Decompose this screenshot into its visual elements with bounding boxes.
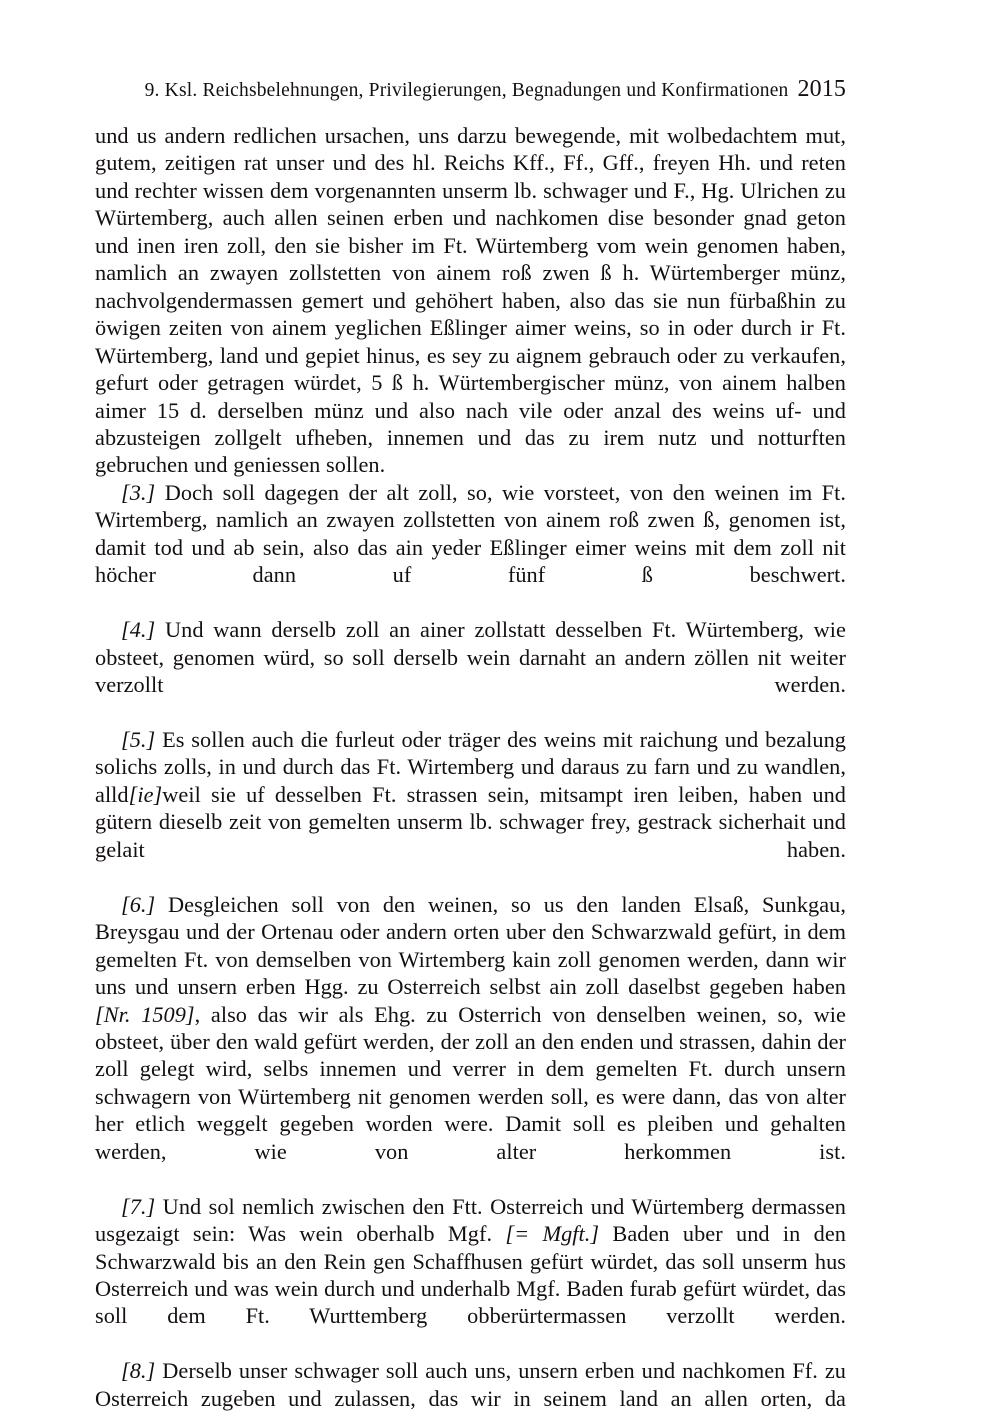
- section-marker: [7.]: [121, 1193, 156, 1219]
- paragraph-text-before: Es sollen auch die furleut oder träger des weins mit raichung und bezalung solichs zolls, in und durch das Ft. Wirtemberg und daraus zu farn und zu wandlen, alld: [95, 726, 846, 807]
- paragraph-section-4: [95, 616, 846, 726]
- paragraph-text: und us andern redlichen ursachen, uns darzu bewegende, mit wolbedachtem mut, gutem, zeitigen rat unser und des hl. Reichs Kff., Ff., Gff., freyen Hh. und reten und rechter wissen dem vorgenannten unserm lb. schwager und F., Hg. Ulrichen zu Würtemberg, auch allen seinen erben und nachkomen dise besonder gnad geton und inen iren zoll, den sie bisher im Ft. Würtemberg vom wein genomen haben, namlich an zwayen zollstetten von ainem roß zwen ß h. Würtemberger münz, nachvolgendermassen gemert und gehöhert haben, also das sie nun fürbaßhin zu öwigen zeiten von ainem yeglichen Eßlinger aimer weins, so in oder durch ir Ft. Würtemberg, land und gepiet hinus, es sey zu aignem gebrauch oder zu verkaufen, gefurt oder getragen würdet, 5 ß h. Würtembergischer münz, von ainem halben aimer 15 d. derselben münz und also nach vile oder anzal des weins uf- und abzusteigen zollgelt ufheben, innemen und das zu irem nutz und notturften gebruchen und geniessen sollen.: [95, 123, 846, 478]
- paragraph-section-5: [95, 726, 846, 891]
- paragraph-text: Derselb unser schwager soll auch uns, unsern erben und nachkomen Ff. zu Osterreich zugeben und zulassen, das wir in seinem land an allen orten, da: [95, 1358, 846, 1411]
- paragraph-section-7: [95, 1193, 846, 1358]
- paragraph-section-3: [95, 479, 846, 616]
- section-marker: [8.]: [121, 1358, 156, 1384]
- paragraph-text-after: , also das wir als Ehg. zu Osterrich von denselben weinen, so, wie obsteet, über den wald gefürt werden, der zoll an den enden und strassen, dahin der zoll gelegt wird, selbs innemen und verrer in dem gemelten Ft. durch unsern schwagern von Würtemberg nit genomen werden soll, es were dann, das von alter her etlich weggelt gegeben worden were. Damit soll es pleiben und gehalten werden, wie von alter herkommen ist.: [95, 1001, 846, 1164]
- paragraph-text-after: weil sie uf desselben Ft. strassen sein, mitsampt iren leiben, haben und gütern dieselb zeit von gemelten unserm lb. schwager frey, gestrack sicherhait und gelait haben.: [95, 781, 846, 862]
- section-marker: [6.]: [121, 891, 156, 917]
- body-text-block: [95, 122, 846, 1418]
- paragraph-section-6: [95, 891, 846, 1193]
- editorial-cross-reference: [Nr. 1509]: [95, 1001, 195, 1027]
- paragraph-text-before: Und sol nemlich zwischen den Ftt. Osterreich und Würtemberg dermassen usgezaigt sein: Was wein oberhalb Mgf.: [95, 1193, 846, 1247]
- editorial-insertion: [ie]: [128, 781, 163, 807]
- paragraph-text: Und wann derselb zoll an ainer zollstatt desselben Ft. Würtemberg, wie obsteet, genomen würd, so soll derselb wein darnaht an andern zöllen nit weiter verzollt werden.: [95, 617, 846, 698]
- section-marker: [5.]: [121, 726, 156, 752]
- section-marker: [3.]: [121, 479, 156, 505]
- paragraph-text-after: Baden uber und in den Schwarzwald bis an den Rein gen Schaffhusen gefürt würdet, das soll unserm hus Osterreich und was wein durch und underhalb Mgf. Baden furab gefürt würdet, das soll dem Ft. Wurttemberg obberürtermassen verzollt werden.: [95, 1221, 846, 1329]
- paragraph-continuation: [95, 122, 846, 479]
- paragraph-text-before: Desgleichen soll von den weinen, so us den landen Elsaß, Sunkgau, Breysgau und der Ortenau oder andern orten uber den Schwarzwald gefürt, in dem gemelten Ft. von demselben von Wirtemberg kain zoll genomen werden, dann wir uns und unsern erben Hgg. zu Osterreich selbst ain zoll daselbst gegeben haben: [95, 891, 846, 1000]
- running-head-title: 9. Ksl. Reichsbelehnungen, Privilegierungen, Begnadungen und Konfirmationen: [144, 80, 789, 101]
- page-number: 2015: [797, 76, 846, 102]
- editorial-insertion: [= Mgft.]: [505, 1221, 600, 1247]
- section-marker: [4.]: [121, 617, 156, 643]
- paragraph-section-8: [95, 1357, 846, 1418]
- paragraph-text: Doch soll dagegen der alt zoll, so, wie vorsteet, von den weinen im Ft. Wirtemberg, namlich an zwayen zollstetten von ainem roß zwen ß, genomen ist, damit tod und ab sein, also das ain yeder Eßlinger eimer weins mit dem zoll nit höcher dann uf fünf ß beschwert.: [95, 479, 846, 588]
- running-head: [95, 76, 846, 103]
